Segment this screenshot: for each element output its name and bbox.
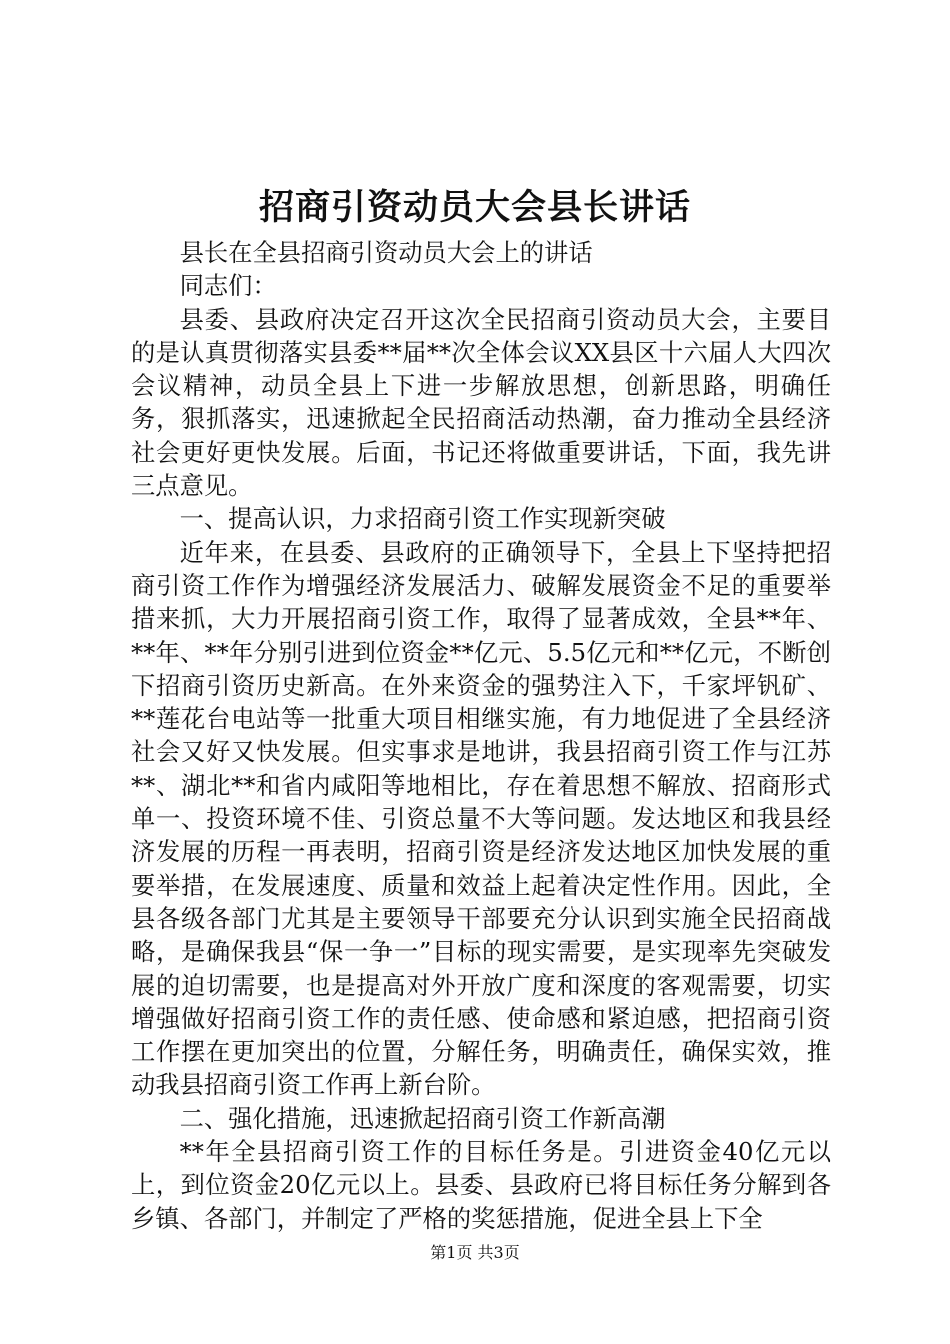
section-heading-1: 一、提高认识，力求招商引资工作实现新突破 [179, 504, 666, 534]
paragraph-section-1: 近年来，在县委、县政府的正确领导下，全县上下坚持把招商引资工作作为增强经济发展活力、破解发展资金不足的重要举措来抓，大力开展招商引资工作，取得了显著成效，全县**年、**年、**年分别引进到位资金**亿元、5.5亿元和**亿元，不断创下招商引资历史新高。在外来资金的强势注入下，千家坪钒矿、**莲花台电站等一批重大项目相继实施，有力地促进了全县经济社会又好又快发展。但实事求是地讲，我县招商引资工作与江苏**、湖北**和省内咸阳等地相比，存在着思想不解放、招商形式单一、投资环境不佳、引资总量不大等问题。发达地区和我县经济发展的历程一再表明，招商引资是经济发达地区加快发展的重要举措，在发展速度、质量和效益上起着决定性作用。因此，全县各级各部门尤其是主要领导干部要充分认识到实施全民招商战略，是确保我县“保一争一”目标的现实需要，是实现率先突破发展的迫切需要，也是提高对外开放广度和深度的客观需要，切实增强做好招商引资工作的责任感、使命感和紧迫感，把招商引资工作摆在更加突出的位置，分解任务，明确责任，确保实效，推动我县招商引资工作再上新台阶。 [131, 537, 831, 1100]
page-footer: 第1页 共3页 [430, 1243, 520, 1262]
paragraph-section-2: **年全县招商引资工作的目标任务是。引进资金40亿元以上，到位资金20亿元以上。县委、县政府已将目标任务分解到各乡镇、各部门，并制定了严格的奖惩措施，促进全县上下全 [131, 1137, 831, 1233]
section-heading-2: 二、强化措施，迅速掀起招商引资工作新高潮 [179, 1103, 666, 1133]
document-body [131, 236, 831, 1235]
document-title: 招商引资动员大会县长讲话 [258, 187, 691, 228]
paragraph-intro: 县委、县政府决定召开这次全民招商引资动员大会，主要目的是认真贯彻落实县委**届**次全体会议XX县区十六届人大四次会议精神，动员全县上下进一步解放思想，创新思路，明确任务，狠抓落实，迅速掀起全民招商活动热潮，奋力推动全县经济社会更好更快发展。后面，书记还将做重要讲话，下面，我先讲三点意见。 [131, 304, 831, 501]
speech-subtitle: 县长在全县招商引资动员大会上的讲话 [179, 238, 593, 267]
salutation: 同志们： [179, 271, 277, 301]
